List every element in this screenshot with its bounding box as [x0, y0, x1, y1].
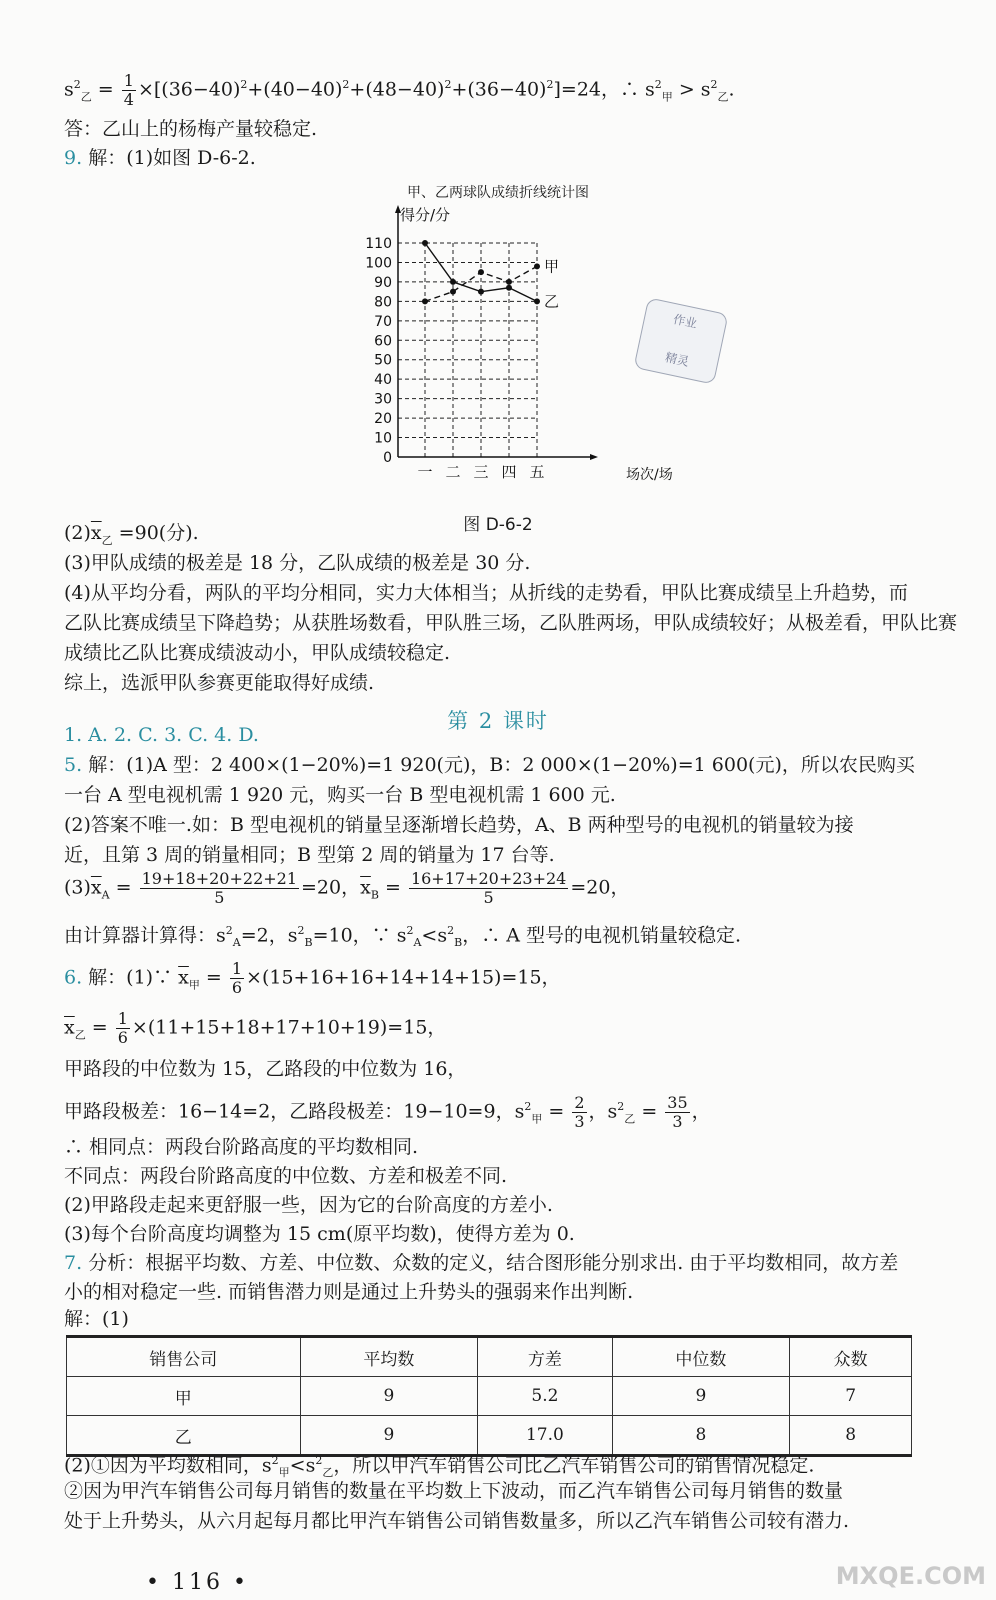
q6f-line: 不同点：两段台阶路高度的中位数、方差和极差不同.	[64, 1165, 508, 1187]
table-row	[67, 1377, 912, 1416]
y-tick-label: 90	[374, 274, 392, 291]
line-chart	[340, 195, 673, 495]
q7c-line: 解：(1)	[64, 1308, 129, 1330]
q5b-line: 一台 A 型电视机需 1 920 元，购买一台 B 型电视机需 1 600 元.	[64, 784, 616, 806]
p4a-line: (4)从平均分看，两队的平均分相同，实力大体相当；从折线的走势看，甲队比赛成绩呈上升趋势，而	[64, 582, 908, 604]
figure-caption: 图 D-6-2	[463, 515, 533, 535]
y-tick-label: 40	[374, 372, 392, 389]
data-point	[478, 269, 484, 275]
y-tick-label: 60	[374, 333, 392, 350]
q9-text: 解：(1)如图 D-6-2.	[88, 147, 256, 169]
y-tick-label: 80	[374, 294, 392, 311]
y-tick-label: 50	[374, 352, 392, 369]
q9-line	[64, 145, 972, 171]
table-cell: 甲	[67, 1377, 301, 1416]
q5c-line: (2)答案不唯一.如：B 型电视机的销量呈逐渐增长趋势，A、B 两种型号的电视机的销量较为接	[64, 814, 854, 836]
q9-number: 9.	[64, 147, 83, 169]
q7e-line: ②因为甲汽车销售公司每月销售的数量在平均数上下波动，而乙汽车销售公司每月销售的数量	[64, 1480, 844, 1502]
data-point	[422, 240, 428, 246]
y-tick-label: 110	[365, 236, 392, 252]
q5a-line: 5. 解：(1)A 型：2 400×(1−20%)=1 920(元)，B：2 000×(1−20%)=1 600(元)，所以农民购买	[64, 754, 915, 776]
page-number: • 116 •	[146, 1570, 249, 1595]
table-cell: 9	[300, 1377, 478, 1416]
data-point	[478, 289, 484, 295]
chart-title: 甲、乙两球队成绩折线统计图	[407, 185, 589, 201]
x-tick-label: 三	[473, 463, 489, 481]
y-tick-label: 100	[365, 255, 392, 272]
y-tick-label: 30	[374, 391, 392, 408]
series-label: 乙	[544, 292, 560, 311]
table-header-row	[67, 1337, 912, 1377]
table-header: 平均数	[300, 1337, 478, 1377]
series-label: 甲	[544, 257, 560, 276]
x-axis-label: 场次/场	[626, 467, 673, 483]
y-axis-label: 得分/分	[400, 206, 451, 224]
q5f-line: 由计算器计算得：$s^2_A=2$，$s^2_B=10$，∵ $s^2_A<s^2_B$，∴ A 型号的电视机销量较稳定.	[64, 924, 742, 950]
y-tick-label: 70	[374, 313, 392, 330]
answer-line: 答：乙山上的杨梅产量较稳定.	[64, 118, 318, 140]
p5-line: 综上，选派甲队参赛更能取得好成绩.	[64, 672, 375, 694]
data-point	[534, 263, 540, 269]
q7b-line: 小的相对稳定一些. 而销售潜力则是通过上升势头的强弱来作出判断.	[64, 1281, 634, 1303]
stamp-watermark: 作业 精灵	[633, 297, 728, 384]
x-tick-label: 二	[445, 463, 461, 481]
x-tick-label: 五	[529, 463, 545, 481]
answers-line: 1. A. 2. C. 3. C. 4. D.	[64, 724, 259, 746]
q6g-line: (2)甲路段走起来更舒服一些，因为它的台阶高度的方差小.	[64, 1194, 553, 1216]
p4c-line: 成绩比乙队比赛成绩波动小，甲队成绩较稳定.	[64, 642, 451, 664]
table-cell: 乙	[67, 1416, 301, 1456]
table-cell: 8	[612, 1416, 790, 1456]
site-watermark: MXQE.COM	[835, 1562, 986, 1590]
data-point	[450, 289, 456, 295]
q5d-line: 近，且第 3 周的销量相同；B 型第 2 周的销量为 17 台等.	[64, 844, 555, 866]
section-heading: 第 2 课时	[447, 709, 549, 733]
table-cell: 9	[612, 1377, 790, 1416]
q6b-line: $\overline{x}_乙$ = $\frac{1}{6}$ ×(11+15+18+17+10+19)=15，	[64, 1009, 447, 1047]
x-tick-label: 一	[417, 463, 433, 481]
y-tick-label: 10	[374, 430, 392, 447]
data-point	[506, 285, 512, 291]
table-cell: 5.2	[478, 1377, 612, 1416]
p2-line: $(2)\overline{x}_乙 =90$(分).	[64, 522, 199, 547]
q6d-line: 甲路段极差：16−14=2，乙路段极差：19−10=9，$s^2_甲$ = $\frac{2}{3}$ ，$s^2_乙$ = $\frac{35}{3}$ ，	[64, 1093, 711, 1131]
q5e-line: $(3)\overline{x}_A$ = $\frac{19+18+20+22+21}{5}$ =20，$\overline{x}_B$ = $\frac{16+17+20+23+24}{5}$ =20，	[64, 869, 630, 907]
p3-line: (3)甲队成绩的极差是 18 分，乙队成绩的极差是 30 分.	[64, 552, 531, 574]
x-axis-arrow	[590, 454, 598, 460]
table-header: 众数	[790, 1337, 912, 1377]
data-point	[422, 298, 428, 304]
x-tick-label: 四	[501, 463, 517, 481]
stats-table	[66, 1335, 912, 1457]
q6c-line: 甲路段的中位数为 15，乙路段的中位数为 16，	[64, 1058, 467, 1080]
table-header: 方差	[478, 1337, 612, 1377]
y-tick-label: 20	[374, 411, 392, 428]
data-point	[506, 279, 512, 285]
table-header: 中位数	[612, 1337, 790, 1377]
q6a-line: 6. 解：(1)∵ $\overline{x}_甲$ = $\frac{1}{6}$ ×(15+16+16+14+14+15)=15，	[64, 959, 561, 997]
data-point	[450, 279, 456, 285]
q7f-line: 处于上升势头，从六月起每月都比甲汽车销售公司销售数量多，所以乙汽车销售公司较有潜力.	[64, 1510, 850, 1532]
table-cell: 8	[790, 1416, 912, 1456]
q6e-line: ∴ 相同点：两段台阶路高度的平均数相同.	[64, 1136, 419, 1158]
data-point	[534, 298, 540, 304]
table-cell: 7	[790, 1377, 912, 1416]
table-cell: 9	[300, 1416, 478, 1456]
p4b-line: 乙队比赛成绩呈下降趋势；从获胜场数看，甲队胜三场，乙队胜两场，甲队成绩较好；从极差看，甲队比赛	[64, 612, 958, 634]
q6h-line: (3)每个台阶高度均调整为 15 cm(原平均数)，使得方差为 0.	[64, 1223, 575, 1245]
line-variance-yi: $s^2_乙$ = $\frac{1}{4}$ $\times[(36-40)^2+(40-40)^2+(48-40)^2+(36-40)^2]=24$，∴ $s^2_甲 > s^2_乙$.	[64, 71, 735, 109]
q7d-line: (2)①因为平均数相同，$s^2_甲<s^2_乙$，所以甲汽车销售公司比乙汽车销售公司的销售情况稳定.	[64, 1454, 815, 1480]
table-header: 销售公司	[67, 1337, 301, 1377]
table-cell: 17.0	[478, 1416, 612, 1456]
y-tick-label: 0	[383, 450, 392, 466]
q7a-line: 7. 分析：根据平均数、方差、中位数、众数的定义，结合图形能分别求出. 由于平均数相同，故方差	[64, 1252, 899, 1274]
